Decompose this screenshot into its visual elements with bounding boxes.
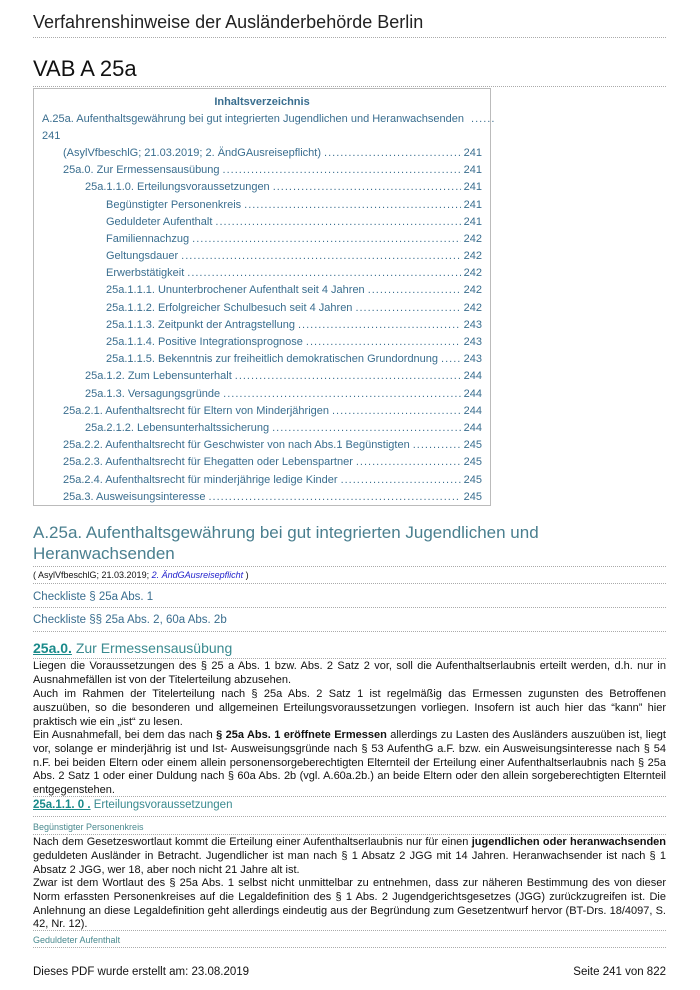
divider [33, 658, 666, 659]
subsection-number[interactable]: 25a.0. [33, 640, 72, 656]
toc-entry-page: 244 [463, 370, 482, 383]
subsection-title: Zur Ermessensausübung [71, 640, 233, 656]
toc-entry[interactable] [42, 179, 482, 196]
toc-entry-text: 25a.1.2. Zum Lebensunterhalt [85, 370, 232, 383]
toc-leader [355, 300, 460, 317]
divider [33, 566, 666, 567]
toc-leader [356, 454, 461, 471]
toc-entry-page: 241 [463, 215, 482, 228]
toc-entry[interactable] [42, 111, 482, 145]
toc-entry-page: 243 [463, 353, 482, 366]
paragraph: Auch im Rahmen der Titelerteilung nach § 25a Abs. 2 Satz 1 ist regelmäßig das Ermessen zugunsten des Betroffenen auszuüben, so die besonderen und allgemeinen Erteilungsvoraussetzungen vorliegen. Insofern ist auch hier das “kann” hier praktisch wie ein „ist“ zu lesen. [33, 688, 666, 728]
toc-entry-text: Familiennachzug [106, 232, 190, 245]
subsection-heading-erteilung [33, 799, 232, 811]
toc-entry[interactable] [42, 386, 482, 403]
toc-entry-text: Begünstigter Personenkreis [106, 198, 242, 211]
subheading-geduldeter-aufenthalt: Geduldeter Aufenthalt [33, 935, 121, 945]
toc-leader [272, 420, 461, 437]
toc-leader [235, 368, 461, 385]
toc-entry-text: 25a.0. Zur Ermessensausübung [63, 164, 220, 177]
toc-entry[interactable] [42, 300, 482, 317]
toc-entry[interactable] [42, 403, 482, 420]
source-link[interactable]: 2. ÄndGAusreisepflicht [151, 570, 244, 580]
divider [33, 816, 666, 817]
toc-leader [208, 489, 460, 506]
toc-leader [332, 403, 461, 420]
subsection-number[interactable]: 25a.1.1. 0 . [33, 799, 91, 811]
toc-entry[interactable] [42, 420, 482, 437]
toc-entry-text: 25a.2.2. Aufenthaltsrecht für Geschwister von nach Abs.1 Begünstigten [63, 439, 410, 452]
toc-entry-page: 245 [463, 456, 482, 469]
paragraph-bold: § 25a Abs. 1 eröffnete Ermessen [216, 729, 387, 741]
toc-heading: Inhaltsverzeichnis [214, 96, 310, 108]
toc-entry-text: (AsylVfbeschlG; 21.03.2019; 2. ÄndGAusreisepflicht) [63, 146, 322, 159]
toc-entry[interactable] [42, 317, 482, 334]
toc-entry[interactable] [42, 197, 482, 214]
subsection-heading-ermessen [33, 640, 232, 656]
toc-entry[interactable] [42, 334, 482, 351]
toc-entry-text: Geltungsdauer [106, 250, 179, 263]
paragraph-text: geduldeten Ausländer in Betracht. Jugendlicher ist man nach § 1 Absatz 2 JGG mit 14 Jahren. Heranwachsender ist nach § 1 Absatz 2 JGG, wer 18, aber noch nicht 21 Jahre alt ist. [33, 849, 666, 876]
toc-leader [187, 265, 460, 282]
toc-entry-text: 25a.1.1.5. Bekenntnis zur freiheitlich demokratischen Grundordnung [106, 353, 439, 366]
paragraph-text: allerdings zu Lasten des Ausländers auszuüben ist, liegt vor, solange er minderjährig ist und Ist- Ausweisungsgründe nach § 53 AufenthG a.F. bzw. ein Ausweisungsinteresse nach § 54 n.F. bei beiden Eltern oder einem allein personensorgeberechtigten Elternteil der Erteilung einer Aufenthaltserlaubnis nach § 25a Abs. 2 Satz 1 oder einer Duldung nach § 60a Abs. 2b (vgl. A.60a.2b.) an beide Eltern oder den allein sorgeberechtigten Elternteil entgegenstehen. [33, 729, 666, 797]
toc-leader [273, 179, 461, 196]
source-prefix: ( AsylVfbeschlG; 21.03.2019; [33, 570, 152, 580]
paragraph [33, 729, 666, 798]
toc-entry-page: 243 [463, 318, 482, 331]
divider [33, 834, 666, 835]
paragraph-bold: jugendlichen oder heranwachsenden [471, 836, 667, 848]
header-divider [33, 37, 666, 38]
toc-leader [413, 437, 461, 454]
toc-entry-text: 25a.1.1.3. Zeitpunkt der Antragstellung [106, 318, 295, 331]
divider [33, 796, 666, 797]
toc-entry-page: 243 [463, 336, 482, 349]
toc-entry-page: 245 [463, 439, 482, 452]
toc-entry[interactable] [42, 248, 482, 265]
toc-entry-text: Erwerbstätigkeit [106, 267, 185, 280]
checklist-link-1[interactable]: Checkliste § 25a Abs. 1 [33, 591, 154, 603]
checklist-link-2[interactable]: Checkliste §§ 25a Abs. 2, 60a Abs. 2b [33, 614, 227, 626]
source-note [33, 570, 249, 580]
toc-leader [324, 145, 461, 162]
toc-entry-text: 25a.1.1.1. Ununterbrochener Aufenthalt seit 4 Jahren [106, 284, 365, 297]
toc-entry-page: 241 [463, 198, 482, 211]
toc-leader [215, 214, 460, 231]
toc-entry-page: 241 [463, 146, 482, 159]
toc-entry-page: 244 [463, 421, 482, 434]
footer-page-number: Seite 241 von 822 [573, 966, 666, 978]
toc-entry-text: 25a.1.3. Versagungsgründe [85, 387, 221, 400]
toc-entry-page: 242 [463, 232, 482, 245]
toc-entry-text: 25a.1.1.2. Erfolgreicher Schulbesuch seit 4 Jahren [106, 301, 353, 314]
toc-entry-page: 244 [463, 404, 482, 417]
toc-entry-page: 244 [463, 387, 482, 400]
paragraph: Liegen die Voraussetzungen des § 25 a Abs. 1 bzw. Abs. 2 Satz 2 vor, soll die Aufenthaltserlaubnis erteilt werden, d.h. nur in Ausnahmefällen ist von der Titelerteilung abzusehen. [33, 660, 666, 686]
paragraph-text: Ein Ausnahmefall, bei dem das nach [33, 729, 217, 741]
toc-entry-page: 245 [463, 490, 482, 503]
toc-entry[interactable] [42, 489, 482, 506]
toc-entry-page: 242 [463, 250, 482, 263]
toc-entry-text: Geduldeter Aufenthalt [106, 215, 213, 228]
footer-created-date: Dieses PDF wurde erstellt am: 23.08.2019 [33, 966, 250, 978]
toc-entry-page: 241 [42, 130, 61, 142]
toc-entry-page: 242 [463, 267, 482, 280]
toc-entry[interactable] [42, 162, 482, 179]
title-divider [33, 86, 666, 87]
table-of-contents [33, 88, 491, 506]
divider [33, 631, 666, 632]
toc-entry-text: 25a.2.1.2. Lebensunterhaltssicherung [85, 421, 270, 434]
toc-leader [192, 231, 460, 248]
toc-leader [341, 472, 461, 489]
toc-entry[interactable] [42, 454, 482, 471]
toc-leader [244, 197, 461, 214]
toc-entry-text: 25a.2.3. Aufenthaltsrecht für Ehegatten oder Lebenspartner [63, 456, 353, 469]
toc-entry[interactable] [42, 283, 482, 300]
toc-entry-text: A.25a. Aufenthaltsgewährung bei gut integrierten Jugendlichen und Heranwachsenden [42, 113, 464, 125]
paragraph: Zwar ist dem Wortlaut des § 25a Abs. 1 selbst nicht unmittelbar zu entnehmen, dass zur näheren Bestimmung des von dieser Norm erfassten Personenkreises auf die Legaldefinition des § 1 Abs. 2 Jugendgerichtsgesetzes (JGG) zurückzugreifen ist. Die Anlehnung an diese Legaldefinition geht allerdings eindeutig aus der Begründung zum Gesetzentwurf hervor (BT-Drs. 18/4097, S. 42, Nr. 12). [33, 877, 666, 931]
toc-entry[interactable] [42, 368, 482, 385]
toc-entry[interactable] [42, 145, 482, 162]
toc-entry-page: 241 [463, 181, 482, 194]
toc-entry-page: 242 [463, 301, 482, 314]
toc-leader [306, 334, 461, 351]
header-title: Verfahrenshinweise der Ausländerbehörde Berlin [33, 12, 424, 32]
toc-entry-text: 25a.1.1.4. Positive Integrationsprognose [106, 336, 303, 349]
divider [33, 607, 666, 608]
toc-entry-page: 245 [463, 473, 482, 486]
subheading-personenkreis: Begünstigter Personenkreis [33, 822, 144, 832]
source-suffix: ) [243, 570, 249, 580]
toc-leader [223, 386, 460, 403]
paragraph-text: Nach dem Gesetzeswortlaut kommt die Erteilung einer Aufenthaltserlaubnis nur für einen [33, 836, 472, 848]
divider [33, 583, 666, 584]
toc-entry-page: 241 [463, 164, 482, 177]
toc-entry-text: 25a.3. Ausweisungsinteresse [63, 490, 206, 503]
toc-entry-text: 25a.2.1. Aufenthaltsrecht für Eltern von Minderjährigen [63, 404, 329, 417]
toc-leader [181, 248, 460, 265]
toc-entry[interactable] [42, 231, 482, 248]
section-heading: A.25a. Aufenthaltsgewährung bei gut integrierten Jugendlichen und Heranwachsenden [33, 523, 539, 563]
subsection-title: Erteilungsvoraussetzungen [90, 799, 233, 811]
divider [33, 947, 666, 948]
toc-leader [467, 113, 495, 125]
toc-entry-text: 25a.1.1.0. Erteilungsvoraussetzungen [85, 181, 270, 194]
toc-entry[interactable] [42, 214, 482, 231]
toc-entry-text: 25a.2.4. Aufenthaltsrecht für minderjährige ledige Kinder [63, 473, 338, 486]
toc-leader [441, 351, 461, 368]
divider [33, 930, 666, 931]
paragraph [33, 836, 666, 877]
toc-entry[interactable] [42, 265, 482, 282]
toc-entry[interactable] [42, 351, 482, 368]
toc-entry[interactable] [42, 437, 482, 454]
document-title: VAB A 25a [33, 56, 137, 81]
toc-leader [223, 162, 461, 179]
toc-entry[interactable] [42, 472, 482, 489]
toc-entry-page: 242 [463, 284, 482, 297]
toc-leader [298, 317, 461, 334]
toc-leader [368, 282, 461, 299]
